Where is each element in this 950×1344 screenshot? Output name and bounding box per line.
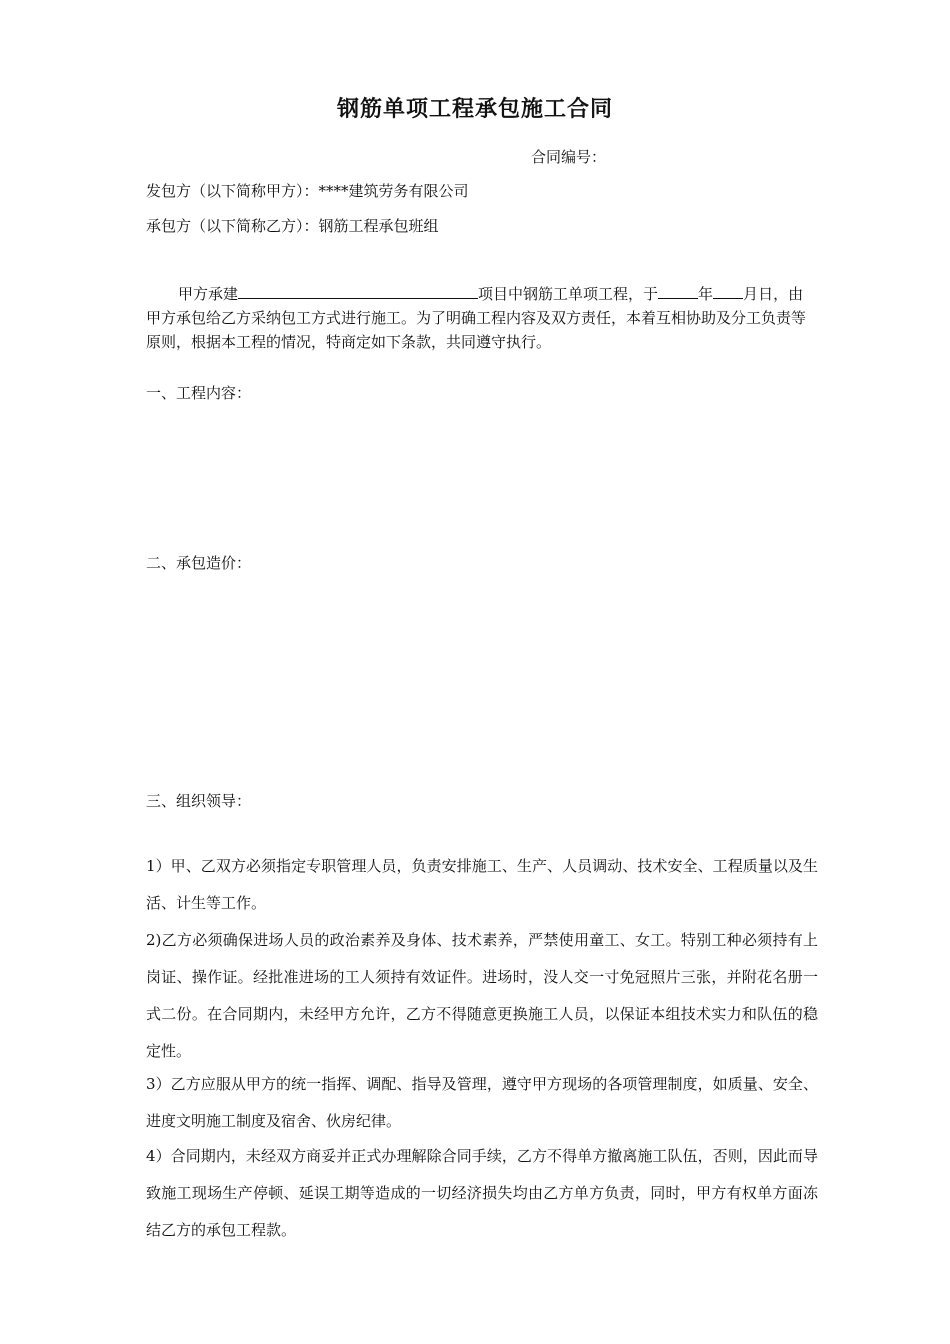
intro-text-3: 日，由甲方承包给乙方采纳包工方式进行施工。为了明确工程内容及双方责任，本着互相协助及分工负责等原则，根据本工程的情况，特商定如下条款，共同遵守执行。	[146, 285, 807, 351]
contract-number-label: 合同编号：	[531, 148, 607, 166]
intro-month: 月	[743, 285, 759, 303]
party-b-line: 承包方（以下简称乙方）：钢筋工程承包班组	[146, 217, 439, 235]
clause-2: 2)乙方必须确保进场人员的政治素养及身体、技术素养，严禁使用童工、女工。特别工种必须持有上岗证、操作证。经批准进场的工人须持有效证件。进场时，没人交一寸免冠照片三张，并附花名册一式二份。在合同期内，未经甲方允许，乙方不得随意更换施工人员，以保证本组技术实力和队伍的稳定性。	[146, 931, 818, 1060]
section-heading-2: 二、承包造价：	[146, 554, 252, 572]
section-heading-3: 三、组织领导：	[146, 792, 252, 810]
year-blank	[658, 284, 698, 299]
month-blank	[713, 284, 743, 299]
intro-paragraph	[146, 282, 806, 354]
section-heading-1: 一、工程内容：	[146, 384, 252, 402]
intro-text-2: 项目中钢筋工单项工程，于	[478, 285, 659, 303]
intro-year: 年	[698, 285, 714, 303]
document-title: 钢筋单项工程承包施工合同	[336, 96, 613, 122]
clause-3: 3）乙方应服从甲方的统一指挥、调配、指导及管理，遵守甲方现场的各项管理制度，如质量、安全、进度文明施工制度及宿舍、伙房纪律。	[146, 1075, 818, 1130]
clause-4: 4）合同期内，未经双方商妥并正式办理解除合同手续，乙方不得单方撤离施工队伍，否则，因此而导致施工现场生产停顿、延误工期等造成的一切经济损失均由乙方单方负责，同时，甲方有权单方面冻结乙方的承包工程款。	[146, 1147, 818, 1239]
project-name-blank	[238, 284, 478, 299]
party-a-line: 发包方（以下简称甲方）：****建筑劳务有限公司	[146, 182, 469, 200]
clause-1: 1）甲、乙双方必须指定专职管理人员，负责安排施工、生产、人员调动、技术安全、工程质量以及生活、计生等工作。	[146, 857, 818, 912]
intro-text-1: 甲方承建	[178, 285, 239, 303]
